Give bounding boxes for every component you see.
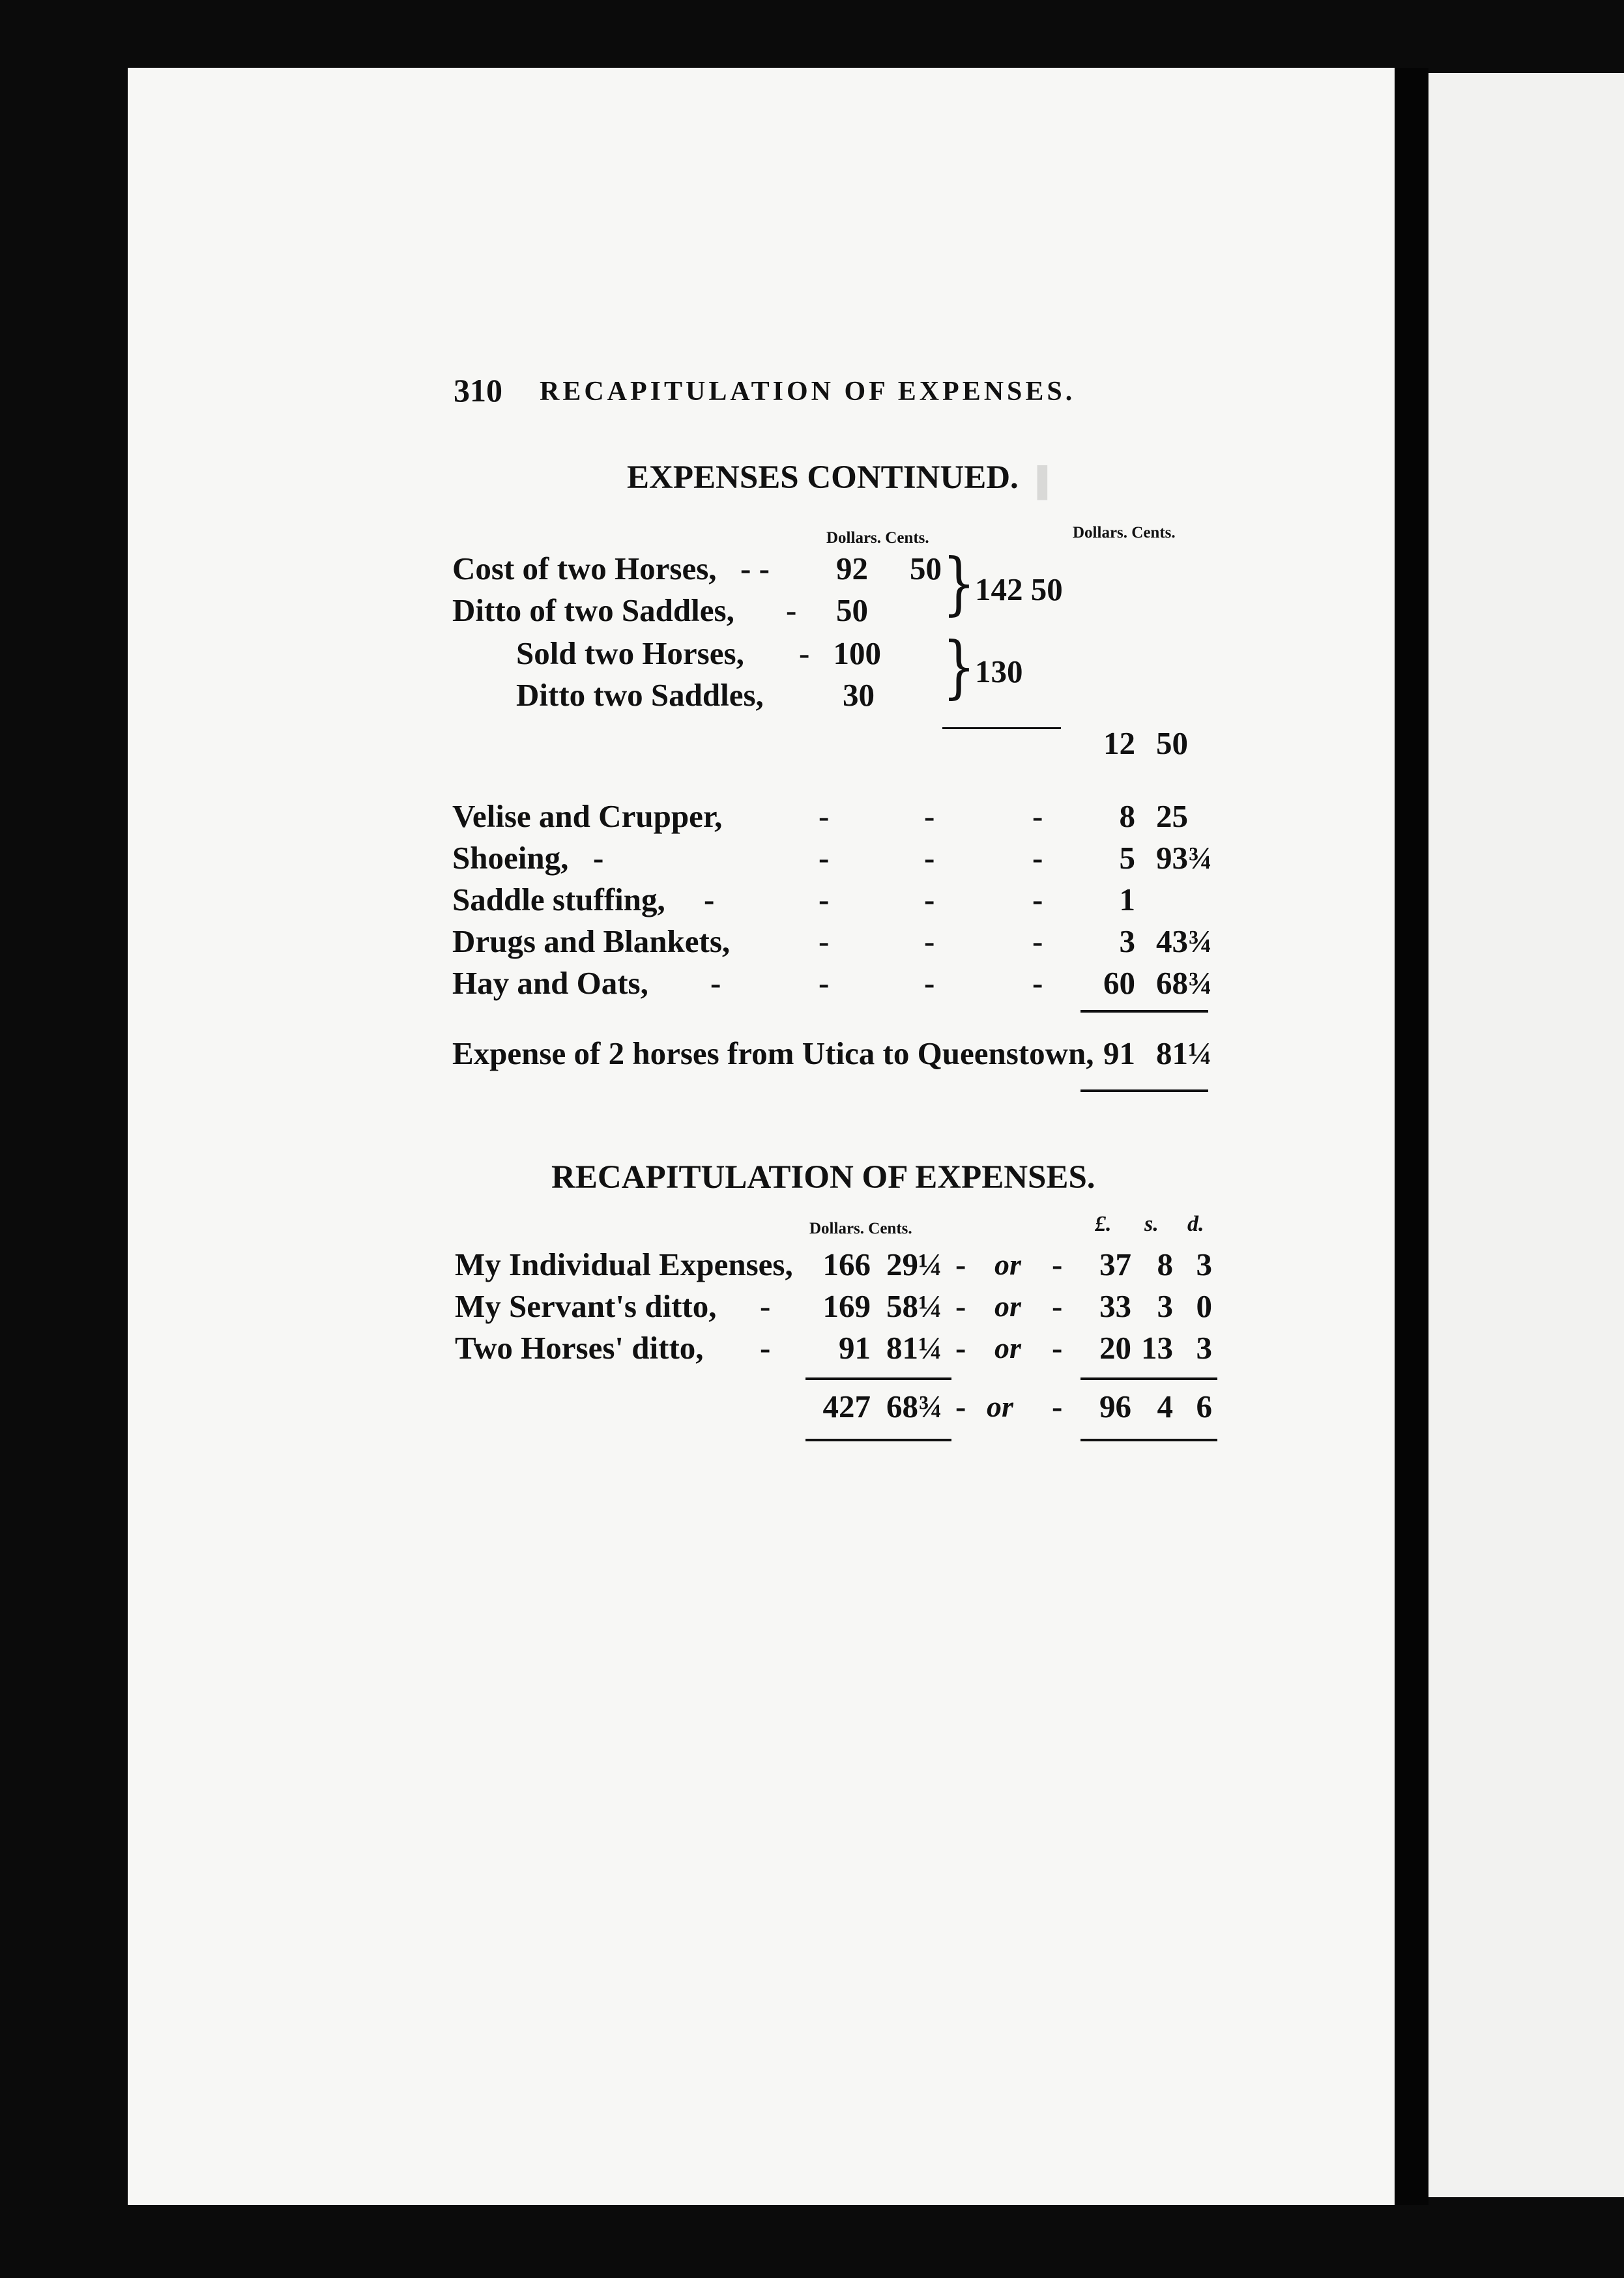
net-cents: 50 [1156,725,1188,761]
recap-dollars: 166 [822,1247,871,1282]
recap-pence: 3 [1196,1330,1212,1366]
recap-shillings: 13 [1141,1330,1173,1366]
recap-dash: - [760,1330,771,1366]
item-dash: - [924,923,935,959]
column-header-pounds: £. [1095,1212,1112,1236]
recap-dash: - [1052,1389,1063,1424]
item-dash: - [1032,965,1043,1001]
recap-or: or [994,1331,1021,1364]
item-dash: - [924,882,935,917]
item-dash: - [1032,882,1043,917]
item-dash: - [1032,923,1043,959]
recap-cents: 29¼ [886,1247,942,1282]
rule [1080,1010,1208,1013]
column-header-dollars-cents: Dollars. Cents. [809,1220,912,1237]
item-dollars: 5 [1119,840,1135,876]
row-dashes: - - [740,551,770,586]
recap-row-label: My Servant's ditto, [455,1288,717,1324]
total-dollars: 91 [1103,1035,1135,1071]
rule [942,727,1061,729]
row-dollars: 92 [836,551,868,586]
rule [1080,1439,1217,1441]
row-dollars: 50 [836,592,868,628]
recap-total-dollars: 427 [822,1389,871,1424]
item-label: Hay and Oats, [452,965,648,1001]
item-dash: - [1032,798,1043,834]
recap-total-pounds: 96 [1099,1389,1131,1424]
item-dash: - [819,923,830,959]
row-dollars: 100 [833,635,881,671]
rule [1080,1377,1217,1380]
page-number: 310 [454,372,502,409]
recap-row-label: Two Horses' ditto, [455,1330,704,1366]
item-dash: - [819,882,830,917]
brace-right: } [942,543,976,623]
total-cents: 81¼ [1156,1035,1212,1071]
recap-shillings: 3 [1157,1288,1173,1324]
row-dollars: 30 [843,677,875,713]
item-label: Velise and Crupper, [452,798,723,834]
item-label: Saddle stuffing, [452,882,665,917]
recap-dollars: 91 [839,1330,871,1366]
recap-or: or [994,1248,1021,1281]
recap-row-label: My Individual Expenses, [455,1247,793,1282]
recap-pence: 0 [1196,1288,1212,1324]
recap-dash: - [1052,1288,1063,1324]
item-dash: - [704,882,715,917]
item-dash: - [819,965,830,1001]
recap-dash: - [1052,1330,1063,1366]
total-label: Expense of 2 horses from Utica to Queenstown, [452,1035,1094,1071]
recap-dash: - [955,1389,966,1424]
facing-page-edge [1428,73,1624,2197]
column-header-dollars-cents-right: Dollars. Cents. [1073,524,1176,541]
recap-dollars: 169 [822,1288,871,1324]
column-header-dollars-cents: Dollars. Cents. [826,529,929,547]
brace-total: 130 [975,654,1023,689]
book-page [128,68,1395,2205]
item-dollars: 3 [1119,923,1135,959]
item-dash: - [593,840,604,876]
item-label: Drugs and Blankets, [452,923,731,959]
item-dash: - [924,798,935,834]
item-cents: 93¾ [1156,840,1212,876]
row-dashes: - [799,635,810,671]
row-label: Ditto of two Saddles, [452,592,734,628]
recap-total-pence: 6 [1196,1389,1212,1424]
item-dash: - [924,840,935,876]
recap-dash: - [1052,1247,1063,1282]
row-label: Sold two Horses, [516,635,744,671]
row-label: Cost of two Horses, [452,551,717,586]
recap-cents: 58¼ [886,1288,942,1324]
show-through-text: ▐ [1027,466,1048,498]
section-heading-recapitulation: RECAPITULATION OF EXPENSES. [551,1159,1095,1196]
section-heading-expenses-continued: EXPENSES CONTINUED. [627,459,1019,496]
recap-dash: - [955,1247,966,1282]
item-dash: - [819,798,830,834]
item-dollars: 8 [1119,798,1135,834]
recap-dash: - [760,1288,771,1324]
item-label: Shoeing, [452,840,569,876]
net-dollars: 12 [1103,725,1135,761]
rule [805,1439,951,1441]
recap-or: or [987,1390,1013,1423]
recap-dash: - [955,1288,966,1324]
rule [805,1377,951,1380]
item-dash: - [924,965,935,1001]
row-dashes: - [786,592,797,628]
recap-pounds: 20 [1099,1330,1131,1366]
brace-right: } [942,627,976,706]
recap-dash: - [955,1330,966,1366]
column-header-pence: d. [1187,1212,1204,1236]
item-dash: - [710,965,721,1001]
item-dollars: 60 [1103,965,1135,1001]
recap-total-shillings: 4 [1157,1389,1173,1424]
column-header-shillings: s. [1144,1212,1159,1236]
recap-pence: 3 [1196,1247,1212,1282]
item-dollars: 1 [1119,882,1135,917]
item-dash: - [819,840,830,876]
running-title: RECAPITULATION OF EXPENSES. [540,377,1076,407]
recap-cents: 81¼ [886,1330,942,1366]
item-cents: 25 [1156,798,1188,834]
recap-or: or [994,1290,1021,1323]
row-label: Ditto two Saddles, [516,677,764,713]
rule [1080,1089,1208,1092]
recap-pounds: 37 [1099,1247,1131,1282]
brace-total: 142 50 [975,571,1063,607]
item-cents: 68¾ [1156,965,1212,1001]
row-cents: 50 [910,551,942,586]
item-cents: 43¾ [1156,923,1212,959]
item-dash: - [1032,840,1043,876]
recap-shillings: 8 [1157,1247,1173,1282]
recap-pounds: 33 [1099,1288,1131,1324]
recap-total-cents: 68¾ [886,1389,942,1424]
